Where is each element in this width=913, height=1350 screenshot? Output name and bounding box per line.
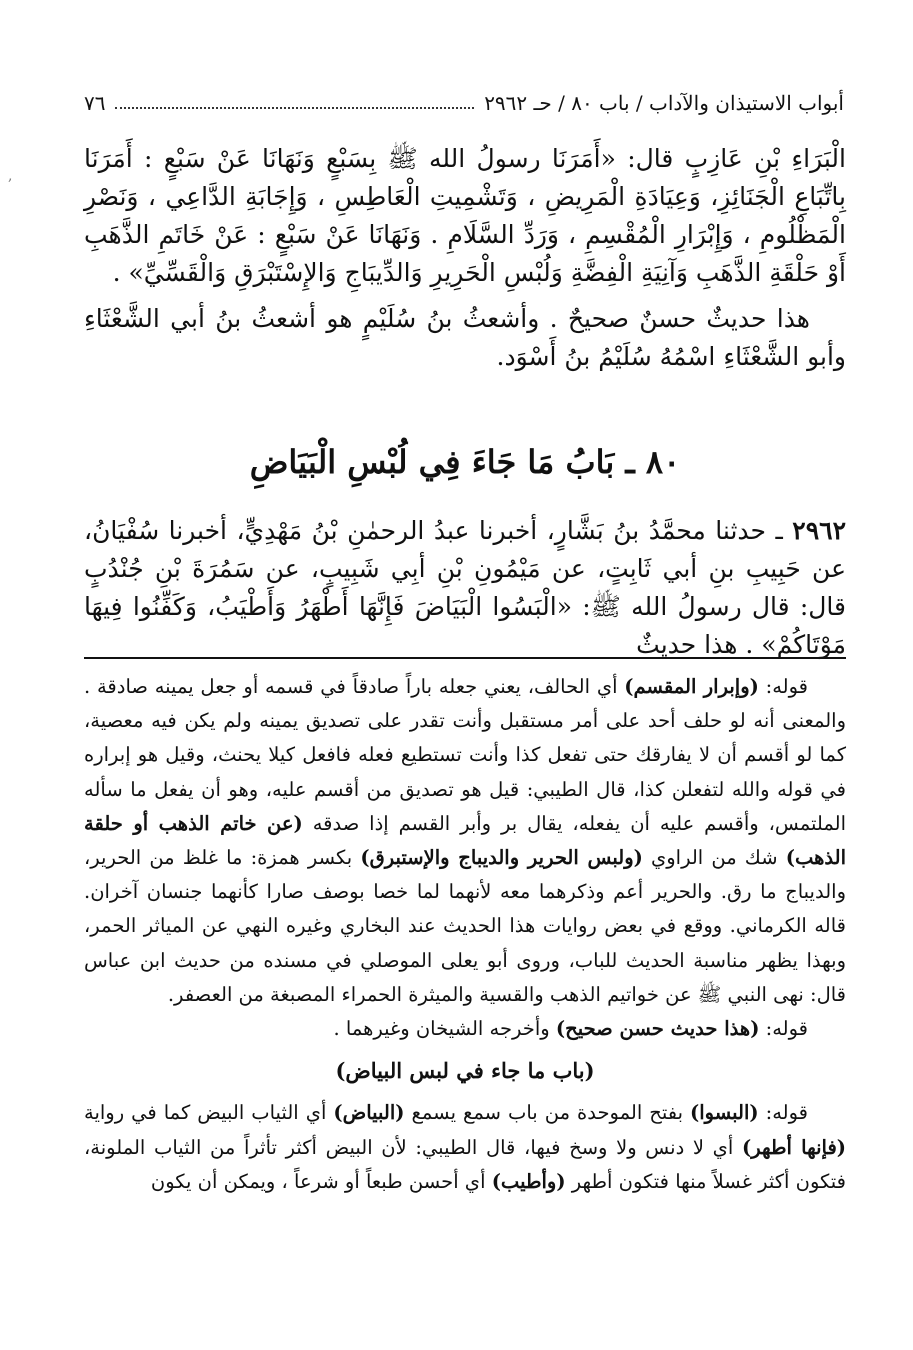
commentary-keyword: (البسوا) (690, 1101, 759, 1125)
hadith-number: ٢٩٦٢ (792, 516, 846, 545)
commentary-subheading: (باب ما جاء في لبس البياض) (335, 1058, 595, 1084)
chapter-heading: ٨٠ ـ بَابُ مَا جَاءَ فِي لُبْسِ الْبَيَاضِ (249, 443, 681, 481)
page-number: ٧٦ (84, 91, 106, 115)
commentary (84, 670, 846, 1199)
main-text (84, 140, 846, 376)
margin-mark: , (8, 168, 13, 184)
commentary-keyword: (وأطيب) (491, 1169, 566, 1193)
main-paragraph-1: الْبَرَاءِ بْنِ عَازِبٍ قال: «أَمَرَنَا رسولُ الله ﷺ بِسَبْعٍ وَنَهَانَا عَنْ سَبْعٍ : أَمَرَنَا بِاتِّبَاعِ الْجَنَائِزِ، وَعِيَادَةِ الْمَرِيضِ ، وَتَشْمِيتِ الْعَاطِسِ ، وَإِجَابَةِ الدَّاعِي ، وَنَصْرِ الْمَظْلُومِ ، وَإِبْرَارِ الْمُقْسِمِ ، وَرَدِّ السَّلَامِ . وَنَهَانَا عَنْ سَبْعٍ : عَنْ خَاتَمِ الذَّهَبِ أَوْ حَلْقَةِ الذَّهَبِ وَآنِيَةِ الْفِضَّةِ وَلُبْسِ الْحَرِيرِ وَالدِّيبَاجِ وَالإِسْتَبْرَقِ وَالْقَسِّيِّ» . (84, 144, 846, 287)
commentary-lead: قوله: (765, 675, 809, 698)
commentary-keyword: (عن خاتم الذهب أو حلقة الذهب) (84, 811, 846, 870)
footnote-divider (84, 657, 846, 659)
commentary-text: أي الثياب البيض كما في رواية (84, 1101, 327, 1125)
commentary-text: أي أحسن طبعاً أو شرعاً ، ويمكن أن يكون (150, 1169, 486, 1193)
commentary-keyword: (فإنها أطهر) (742, 1135, 847, 1159)
header-dot-leader (115, 97, 474, 109)
commentary-keyword: (ولبس الحرير والديباج والإستبرق) (360, 846, 643, 870)
commentary-text: أي لا دنس ولا وسخ فيها، قال الطيبي: لأن البيض أكثر تأثراً من الثياب الملونة، فتكون أكثر غسلاً منها فتكون أطهر (84, 1135, 846, 1193)
commentary-text: أي الحالف، يعني جعله باراً صادقاً في قسمه أو جعل يمينه صادقة . والمعنى أنه لو حلف أحد على أمر مستقبل وأنت تقدر على تصديق يمينه ولم يكن فيه معصية، كما لو أقسم أن لا يفارقك حتى تفعل كذا وأنت تستطيع فعله فافعل كيلا يحنث، وقيل هو إبراره في قوله والله لتفعلن كذا، قال الطيبي: قيل هو تصديق من أقسم عليه، وهو أن يفعل ما سأله الملتمس، وأقسم عليه أن يفعله، يقال بر وأبر القسم إذا صدقه (84, 675, 847, 835)
commentary-text: بكسر همزة: ما غلظ من الحرير، والديباج ما رق. والحرير أعم وذكرهما معه لأنهما لما خصا بوصف صارا كأنهما جنسان آخران. قاله الكرماني. ووقع في بعض روايات هذا الحديث عند البخاري وغيره النهي عن المياثر الحمر، وبهذا يظهر مناسبة الحديث للباب، وروى أبو يعلى الموصلي في مسنده من حديث ابن عباس قال: نهى النبي ﷺ عن خواتيم الذهب والقسية والميثرة الحمراء المصبغة من العصفر. (84, 846, 846, 1006)
header-title: أبواب الاستيذان والآداب / باب ٨٠ / حـ ٢٩٦٢ (484, 91, 844, 115)
hadith-body: ـ حدثنا محمَّدُ بنُ بَشَّارٍ، أخبرنا عبدُ الرحمٰنِ بْنُ مَهْدِيٍّ، أخبرنا سُفْيَانُ، عن حَبِيبِ بنِ أبي ثَابِتٍ، عن مَيْمُونِ بْنِ أبِي شَبِيبٍ، عن سَمُرَةَ بْنِ جُنْدُبٍ قال: قال رسولُ الله ﷺ: «الْبَسُوا الْبَيَاضَ فَإِنَّهَا أَطْهَرُ وَأَطْيَبُ، وَكَفِّنُوا فِيهَا مَوْتَاكُمْ» . هذا حديثٌ (84, 516, 846, 659)
running-header (84, 86, 844, 120)
commentary-lead: قوله: (765, 1101, 809, 1125)
commentary-text: شك من الراوي (651, 846, 778, 870)
commentary-text: وأخرجه الشيخان وغيرهما . (333, 1017, 550, 1041)
hadith-text (84, 512, 846, 664)
commentary-paragraph-2 (84, 1012, 846, 1046)
main-paragraph-2: هذا حديثٌ حسنٌ صحيحٌ . وأشعثُ بنُ سُلَيْمٍ هو أشعثُ بنُ أبي الشَّعْثَاءِ وأبو الشَّعْثَاءِ اسْمُهُ سُلَيْمُ بنُ أَسْوَد. (84, 304, 846, 371)
commentary-text: بفتح الموحدة من باب سمع يسمع (411, 1101, 684, 1125)
commentary-keyword: (وإبرار المقسم) (624, 675, 759, 698)
commentary-paragraph-1 (84, 670, 846, 1012)
commentary-keyword: (هذا حديث حسن صحيح) (555, 1017, 760, 1041)
commentary-paragraph-3 (84, 1096, 846, 1199)
commentary-keyword: (البياض) (333, 1101, 405, 1125)
commentary-lead: قوله: (765, 1017, 808, 1041)
